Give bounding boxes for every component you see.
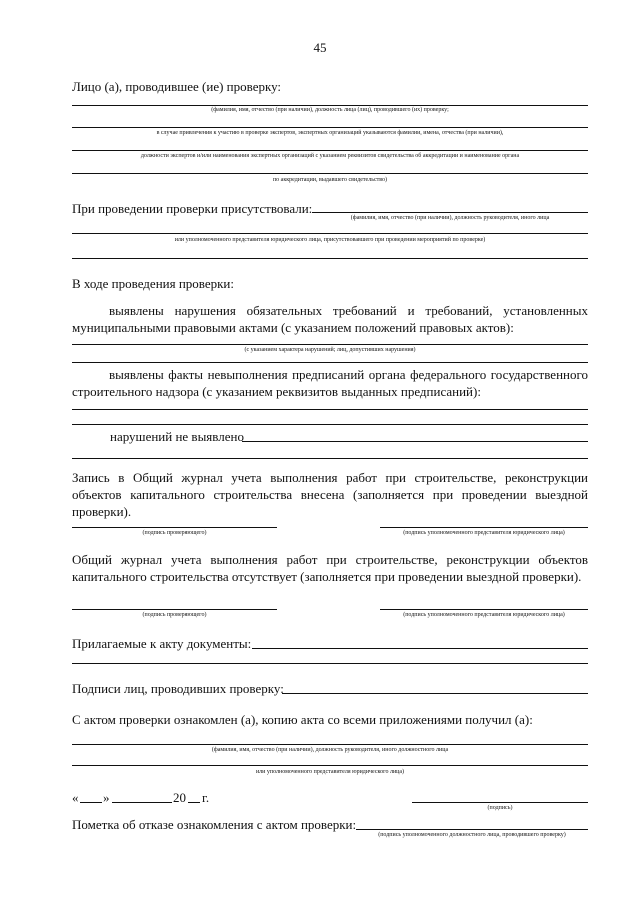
acquainted-line-2[interactable]	[72, 765, 588, 766]
inspector-line-1[interactable]	[72, 105, 588, 106]
page-number: 45	[313, 40, 327, 55]
inspector-line-2[interactable]	[72, 127, 588, 128]
no-violations-line-1[interactable]	[242, 441, 588, 442]
date-month-field[interactable]	[112, 802, 172, 803]
acquainted-hint-2: или уполномоченного представителя юридического лица)	[255, 769, 405, 775]
acquainted-signature-hint: (подпись)	[487, 805, 513, 811]
attached-line-2[interactable]	[72, 663, 588, 664]
acquainted-hint-1: (фамилия, имя, отчество (при наличии), должность руководителя, иного должностного лица	[211, 747, 449, 753]
inspector-line-4[interactable]	[72, 173, 588, 174]
no-violations-line-2[interactable]	[72, 458, 588, 459]
date-year-prefix: 20	[173, 790, 186, 805]
inspector-label: Лицо (а), проводившее (ие) проверку:	[72, 79, 282, 94]
signatures-label: Подписи лиц, проводивших проверку:	[72, 681, 284, 696]
violations-line-2[interactable]	[72, 362, 588, 363]
date-open-quote: «	[72, 790, 79, 805]
journal-absent-inspector-signature-line[interactable]	[72, 609, 277, 610]
journal-absent-text: Общий журнал учета выполнения работ при строительстве, реконструкции объектов капитального строительства отсутствует (заполняется при проведении выездной проверки).	[72, 552, 588, 584]
attached-label: Прилагаемые к акту документы:	[72, 636, 252, 651]
date-year-field[interactable]	[188, 802, 200, 803]
journal-entry-representative-signature-line[interactable]	[380, 527, 588, 528]
attached-line-1[interactable]	[252, 648, 588, 649]
refusal-label: Пометка об отказе ознакомления с актом проверки:	[72, 817, 357, 832]
refusal-line[interactable]	[356, 829, 588, 830]
violations-line-1[interactable]	[72, 344, 588, 345]
inspector-hint-4: по аккредитации, выдавшего свидетельство)	[272, 177, 388, 183]
present-line-1[interactable]	[312, 212, 588, 213]
acquainted-signature-line[interactable]	[412, 802, 588, 803]
present-hint-2: или уполномоченного представителя юридического лица, присутствовавшего при проведении мероприятий по проверке)	[174, 237, 486, 243]
journal-entry-representative-signature-hint: (подпись уполномоченного представителя юридического лица)	[403, 530, 565, 536]
journal-absent-representative-signature-hint: (подпись уполномоченного представителя юридического лица)	[403, 612, 565, 618]
present-line-2[interactable]	[72, 233, 588, 234]
present-line-3[interactable]	[72, 258, 588, 259]
refusal-hint: (подпись уполномоченного должностного лица, проводившего проверку)	[378, 832, 566, 838]
date-year-suffix: г.	[202, 790, 210, 805]
journal-absent-representative-signature-line[interactable]	[380, 609, 588, 610]
acquainted-line-1[interactable]	[72, 744, 588, 745]
journal-entry-text: Запись в Общий журнал учета выполнения работ при строительстве, реконструкции объектов капитального строительства внесена (заполняется при проведении выездной проверки).	[72, 470, 588, 519]
inspector-hint-3: должности экспертов и/или наименования экспертных организаций с указанием реквизитов свидетельства об аккредитации и наименование органа	[140, 153, 520, 159]
nonfulfillment-line-1[interactable]	[72, 409, 588, 410]
inspector-hint-1: (фамилия, имя, отчество (при наличии), должность лица (лиц), проводившего (их) проверку;	[211, 107, 449, 113]
date-day-field[interactable]	[80, 802, 102, 803]
no-violations-label: нарушений не выявлено	[110, 429, 244, 444]
present-label: При проведении проверки присутствовали:	[72, 201, 313, 216]
date-close-quote: »	[103, 790, 110, 805]
inspector-hint-2: в случае привлечения к участию в проверке экспертов, экспертных организаций указываются фамилии, имена, отчества (при наличии),	[156, 130, 504, 136]
during-label: В ходе проведения проверки:	[72, 276, 235, 291]
signatures-line[interactable]	[282, 693, 588, 694]
journal-entry-inspector-signature-hint: (подпись проверяющего)	[142, 530, 207, 536]
nonfulfillment-line-2[interactable]	[72, 424, 588, 425]
journal-entry-inspector-signature-line[interactable]	[72, 527, 277, 528]
acquainted-label: С актом проверки ознакомлен (а), копию акта со всеми приложениями получил (а):	[72, 712, 533, 727]
nonfulfillment-text: выявлены факты невыполнения предписаний органа федерального государственного строительного надзора (с указанием реквизитов выданных предписаний):	[72, 367, 588, 399]
inspector-line-3[interactable]	[72, 150, 588, 151]
violations-text: выявлены нарушения обязательных требований и требований, установленных муниципальными правовыми актами (с указанием положений правовых актов):	[72, 303, 588, 335]
journal-absent-inspector-signature-hint: (подпись проверяющего)	[142, 612, 207, 618]
present-hint-1: (фамилия, имя, отчество (при наличии), должность руководителя, иного лица	[350, 215, 550, 221]
violations-hint: (с указанием характера нарушений; лиц, допустивших нарушения)	[244, 347, 416, 353]
